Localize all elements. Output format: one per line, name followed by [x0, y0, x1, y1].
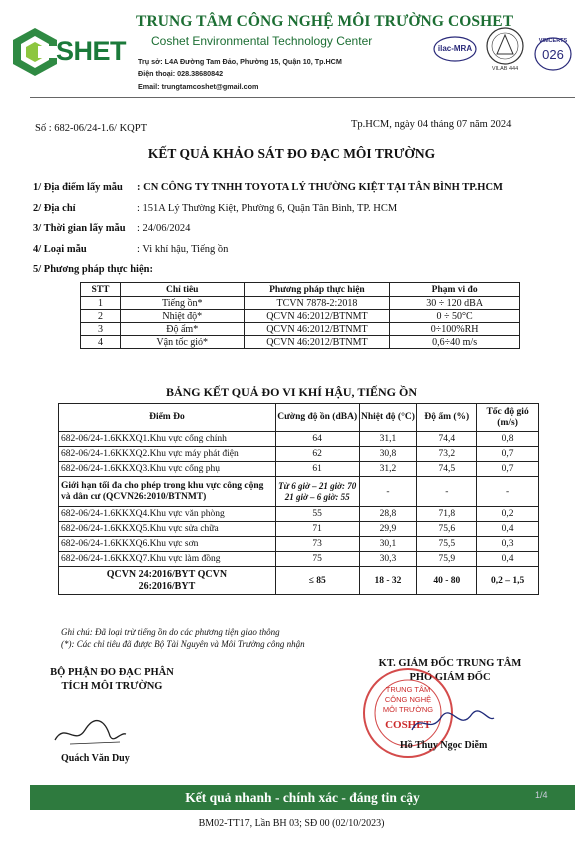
methods-table — [80, 282, 520, 349]
table-row: 3 Độ ẩm* QCVN 46:2012/BTNMT 0÷100%RH — [81, 323, 520, 336]
center-phone: Điện thoại: 028.38680842 — [138, 69, 224, 78]
center-title: TRUNG TÂM CÔNG NGHỆ MÔI TRƯỜNG COSHET — [136, 13, 514, 30]
table-row: 682-06/24-1.6KKXQ2.Khu vực máy phát điện 62 30,8 73,2 0,7 — [59, 447, 539, 462]
table-row: 682-06/24-1.6KKXQ5.Khu vực sửa chữa 71 29,9 75,6 0,4 — [59, 522, 539, 537]
form-code: BM02-TT17, Lần BH 03; SĐ 00 (02/10/2023) — [198, 818, 385, 829]
table-row: 682-06/24-1.6KKXQ1.Khu vực cổng chính 64 31,1 74,4 0,8 — [59, 432, 539, 447]
right-signature-icon — [408, 700, 498, 740]
vilab-badge: VILAB 444 — [484, 26, 526, 76]
note-traffic: Ghi chú: Đã loại trừ tiếng ồn do các phương tiện giao thông — [61, 627, 280, 637]
vimcerts-badge: VIMCERTS 026 — [533, 36, 573, 72]
center-address: Trụ sở: L4A Đường Tam Đảo, Phường 15, Quận 10, Tp.HCM — [138, 57, 342, 66]
document-date: Tp.HCM, ngày 04 tháng 07 năm 2024 — [351, 119, 512, 130]
page-number: 1/4 — [535, 790, 548, 800]
right-signer-name: Hồ Thụy Ngọc Diễm — [400, 740, 488, 751]
report-title: KẾT QUẢ KHẢO SÁT ĐO ĐẠC MÔI TRƯỜNG — [147, 146, 436, 161]
document-number: Số : 682-06/24-1.6/ KQPT — [35, 123, 148, 134]
table-header-row: Điểm Đo Cường độ ồn (dBA) Nhiệt độ (°C) Độ ẩm (%) Tốc độ gió (m/s) — [59, 404, 539, 432]
info-method: 5/ Phương pháp thực hiện: — [33, 264, 153, 275]
table-row: 682-06/24-1.6KKXQ3.Khu vực cổng phụ 61 31,2 74,5 0,7 — [59, 462, 539, 477]
results-table-title: BẢNG KẾT QUẢ ĐO VI KHÍ HẬU, TIẾNG ỒN — [165, 385, 418, 399]
table-row: 682-06/24-1.6KKXQ7.Khu vực làm đồng 75 30,3 75,9 0,4 — [59, 552, 539, 567]
vilab-seal-icon — [484, 26, 526, 66]
standard-row: QCVN 24:2016/BYT QCVN 26:2016/BYT ≤ 85 18 - 32 40 - 80 0,2 – 1,5 — [59, 567, 539, 595]
table-row: 682-06/24-1.6KKXQ4.Khu vực văn phòng 55 28,8 71,8 0,2 — [59, 507, 539, 522]
ilac-mra-badge: ilac-MRA — [432, 34, 478, 64]
center-subtitle: Coshet Environmental Technology Center — [151, 34, 373, 48]
coshet-logo — [10, 26, 128, 78]
info-sampling-location: 1/ Địa điểm lấy mẫu : CN CÔNG TY TNHH TOYOTA LÝ THƯỜNG KIỆT TẠI TÂN BÌNH TP.HCM — [33, 182, 503, 193]
table-row: 682-06/24-1.6KKXQ6.Khu vực sơn 73 30,1 75,5 0,3 — [59, 537, 539, 552]
coshet-logo-icon — [10, 26, 60, 78]
table-header-row: STT Chỉ tiêu Phương pháp thực hiện Phạm vi đo — [81, 283, 520, 297]
company-stamp: TRUNG TÂM CÔNG NGHỆ MÔI TRƯỜNG COSHET — [352, 665, 464, 761]
logo-wordmark: SHET — [56, 36, 127, 66]
table-row: 2 Nhiệt độ* QCVN 46:2012/BTNMT 0 ÷ 50°C — [81, 310, 520, 323]
header-divider — [30, 97, 575, 98]
footer-slogan: Kết quả nhanh - chính xác - đáng tin cậy — [185, 790, 420, 805]
right-signature-title: KT. GIÁM ĐỐC TRUNG TÂM PHÓ GIÁM ĐỐC — [378, 658, 522, 683]
results-table — [58, 403, 539, 595]
table-row: 4 Vận tốc gió* QCVN 46:2012/BTNMT 0,6÷40 m/s — [81, 336, 520, 349]
footer-banner — [30, 785, 575, 810]
left-signature-title: BỘ PHẬN ĐO ĐẠC PHÂN TÍCH MÔI TRƯỜNG — [50, 667, 174, 692]
info-sample-type: 4/ Loại mẫu : Vi khí hậu, Tiếng ồn — [33, 244, 229, 255]
limit-row: Giới hạn tối đa cho phép trong khu vực công cộng và dân cư (QCVN26:2010/BTNMT) Từ 6 giờ – 21 giờ: 70 21 giờ – 6 giờ: 55 - - - — [59, 477, 539, 507]
center-email: Email: trungtamcoshet@gmail.com — [138, 82, 259, 91]
note-accredited: (*): Các chỉ tiêu đã được Bộ Tài Nguyên và Môi Trường công nhận — [61, 639, 305, 649]
info-address: 2/ Địa chỉ : 151A Lý Thường Kiệt, Phường 6, Quận Tân Bình, TP. HCM — [33, 203, 398, 214]
table-row: 1 Tiếng ồn* TCVN 7878-2:2018 30 ÷ 120 dBA — [81, 297, 520, 310]
left-signer-name: Quách Văn Duy — [61, 753, 130, 764]
info-sampling-time: 3/ Thời gian lấy mẫu : 24/06/2024 — [33, 223, 191, 234]
left-signature-icon — [50, 712, 130, 752]
